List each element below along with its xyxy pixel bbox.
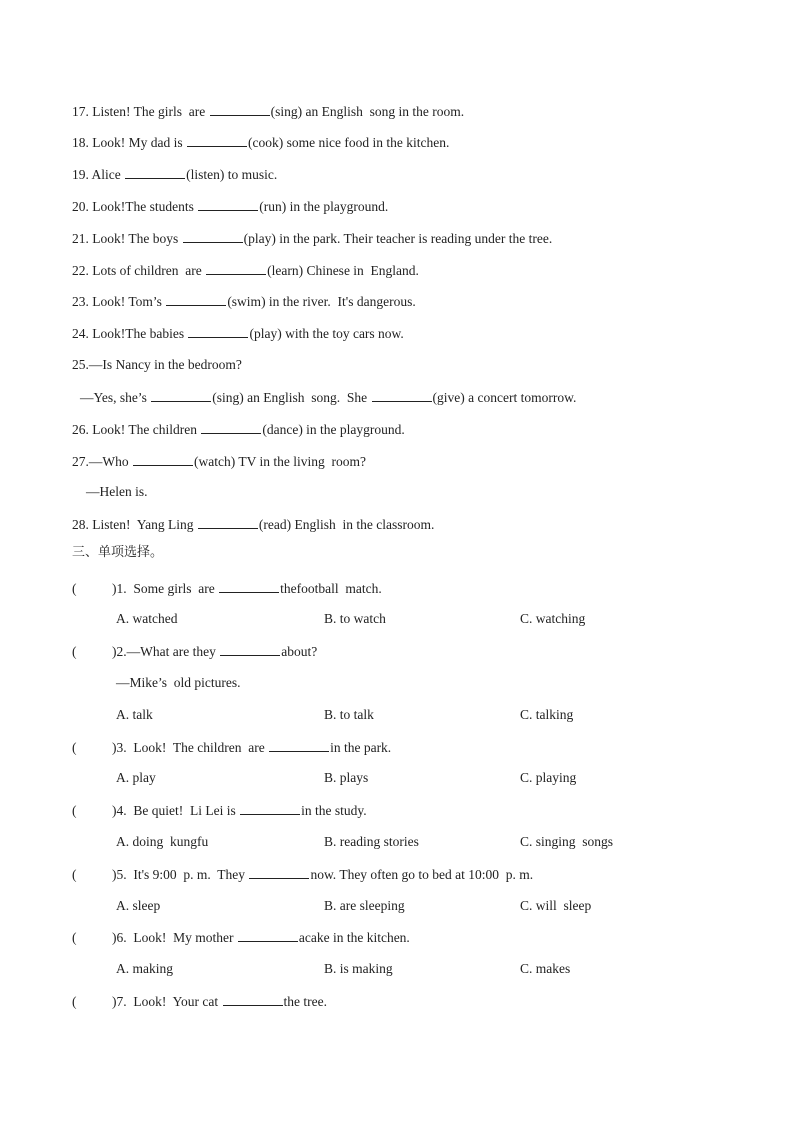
question-number: 23.: [72, 294, 89, 309]
answer-blank[interactable]: [372, 387, 432, 402]
answer-blank[interactable]: [198, 196, 258, 211]
bracket-open: (: [72, 930, 77, 945]
option-a[interactable]: A. play: [116, 770, 156, 785]
question-number: 20.: [72, 199, 89, 214]
question-text: (cook) some nice food in the kitchen.: [248, 135, 450, 150]
question-21: [72, 228, 552, 248]
bracket-open: (: [72, 867, 77, 882]
bracket-open: (: [72, 581, 77, 596]
answer-blank[interactable]: [125, 164, 185, 179]
answer-blank[interactable]: [183, 228, 243, 243]
question-text: Look!The students: [92, 199, 198, 214]
question-20: [72, 196, 388, 216]
answer-blank: [249, 864, 309, 879]
answer-blank[interactable]: [210, 101, 270, 116]
choice-question-6: [72, 927, 410, 947]
question-text: (run) in the playground.: [259, 199, 389, 214]
question-number: 28.: [72, 517, 89, 532]
question-24: [72, 323, 404, 343]
answer-blank[interactable]: [201, 419, 261, 434]
question-text: Look! My dad is: [92, 135, 186, 150]
answer-bracket[interactable]: [72, 928, 112, 948]
question-text: )7. Look! Your cat: [112, 994, 222, 1009]
option-b[interactable]: B. to watch: [324, 611, 386, 626]
bracket-open: (: [72, 644, 77, 659]
question-text: (sing) an English song in the room.: [270, 104, 465, 119]
answer-blank: [240, 800, 300, 815]
option-b[interactable]: B. plays: [324, 770, 369, 785]
question-18: [72, 132, 449, 152]
question-25-prompt: 25.—Is Nancy in the bedroom?: [72, 357, 242, 372]
question-number: 24.: [72, 326, 89, 341]
question-text: (sing) an English song. She: [212, 390, 371, 405]
choice-question-1: [72, 578, 382, 598]
option-a[interactable]: A. watched: [116, 611, 178, 626]
answer-blank[interactable]: [151, 387, 211, 402]
option-b[interactable]: B. to talk: [324, 707, 374, 722]
question-text: —Yes, she’s: [80, 390, 151, 405]
question-text: 27.—Who: [72, 454, 132, 469]
choice-question-4: [72, 800, 367, 820]
question-number: 26.: [72, 422, 89, 437]
option-c[interactable]: C. will sleep: [520, 898, 592, 913]
question-17: [72, 101, 464, 121]
question-26: [72, 419, 405, 439]
question-number: 18.: [72, 135, 89, 150]
question-text: (learn) Chinese in England.: [267, 263, 419, 278]
answer-bracket[interactable]: [72, 992, 112, 1012]
question-19: [72, 164, 277, 184]
option-a[interactable]: A. talk: [116, 707, 153, 722]
question-text: Lots of children are: [92, 263, 206, 278]
question-text: (play) in the park. Their teacher is reading under the tree.: [243, 231, 553, 246]
option-c[interactable]: C. makes: [520, 961, 571, 976]
question-text: (read) English in the classroom.: [258, 517, 435, 532]
question-22: [72, 260, 419, 280]
option-a[interactable]: A. making: [116, 961, 173, 976]
question-text: )2.—What are they: [112, 644, 220, 659]
question-text: acake in the kitchen.: [298, 930, 410, 945]
option-c[interactable]: C. watching: [520, 611, 586, 626]
question-text: in the study.: [301, 803, 367, 818]
answer-bracket[interactable]: [72, 642, 112, 662]
question-text: about?: [281, 644, 318, 659]
option-a[interactable]: A. sleep: [116, 898, 161, 913]
answer-blank: [223, 991, 283, 1006]
question-number: 21.: [72, 231, 89, 246]
question-text: )1. Some girls are: [112, 581, 219, 596]
question-text: (watch) TV in the living room?: [194, 454, 366, 469]
option-a[interactable]: A. doing kungfu: [116, 834, 209, 849]
answer-bracket[interactable]: [72, 801, 112, 821]
question-text: Look! The boys: [92, 231, 182, 246]
answer-blank: [269, 737, 329, 752]
answer-bracket[interactable]: [72, 865, 112, 885]
answer-blank[interactable]: [187, 132, 247, 147]
question-number: 22.: [72, 263, 89, 278]
bracket-open: (: [72, 740, 77, 755]
question-27-answer: —Helen is.: [86, 484, 148, 499]
option-c[interactable]: C. singing songs: [520, 834, 614, 849]
question-2-reply: —Mike’s old pictures.: [116, 675, 241, 690]
answer-blank[interactable]: [198, 514, 258, 529]
question-text: now. They often go to bed at 10:00 p. m.: [310, 867, 534, 882]
answer-blank: [238, 927, 298, 942]
choice-question-2: [72, 641, 317, 661]
question-text: )3. Look! The children are: [112, 740, 269, 755]
answer-bracket[interactable]: [72, 579, 112, 599]
question-text: Alice: [91, 167, 125, 182]
answer-blank: [219, 578, 279, 593]
question-text: (give) a concert tomorrow.: [432, 390, 577, 405]
question-text: (play) with the toy cars now.: [249, 326, 404, 341]
option-c[interactable]: C. playing: [520, 770, 577, 785]
answer-blank[interactable]: [188, 323, 248, 338]
answer-blank[interactable]: [206, 260, 266, 275]
question-text: (swim) in the river. It's dangerous.: [227, 294, 416, 309]
choice-question-7: [72, 991, 327, 1011]
answer-blank[interactable]: [166, 291, 226, 306]
option-c[interactable]: C. talking: [520, 707, 574, 722]
question-text: )6. Look! My mother: [112, 930, 237, 945]
section-title: 三、单项选择。: [72, 545, 164, 560]
answer-bracket[interactable]: [72, 738, 112, 758]
question-number: 19.: [72, 167, 89, 182]
bracket-open: (: [72, 803, 77, 818]
question-text: Listen! The girls are: [92, 104, 209, 119]
question-text: Listen! Yang Ling: [92, 517, 197, 532]
choice-question-3: [72, 737, 391, 757]
question-text: Look! The children: [92, 422, 201, 437]
option-b[interactable]: B. is making: [324, 961, 393, 976]
option-b[interactable]: B. reading stories: [324, 834, 419, 849]
question-text: Look!The babies: [92, 326, 188, 341]
question-27-prompt: [72, 451, 366, 471]
question-text: )4. Be quiet! Li Lei is: [112, 803, 240, 818]
question-text: thefootball match.: [280, 581, 382, 596]
question-text: the tree.: [283, 994, 327, 1009]
question-text: (dance) in the playground.: [262, 422, 405, 437]
question-28: [72, 514, 434, 534]
answer-blank: [220, 641, 280, 656]
choice-question-5: [72, 864, 533, 884]
question-text: in the park.: [330, 740, 392, 755]
bracket-open: (: [72, 994, 77, 1009]
option-b[interactable]: B. are sleeping: [324, 898, 405, 913]
answer-blank[interactable]: [133, 451, 193, 466]
question-23: [72, 291, 416, 311]
question-text: Look! Tom’s: [92, 294, 166, 309]
question-25-answer: [80, 387, 576, 407]
question-text: )5. It's 9:00 p. m. They: [112, 867, 249, 882]
question-number: 17.: [72, 104, 89, 119]
question-text: (listen) to music.: [186, 167, 278, 182]
